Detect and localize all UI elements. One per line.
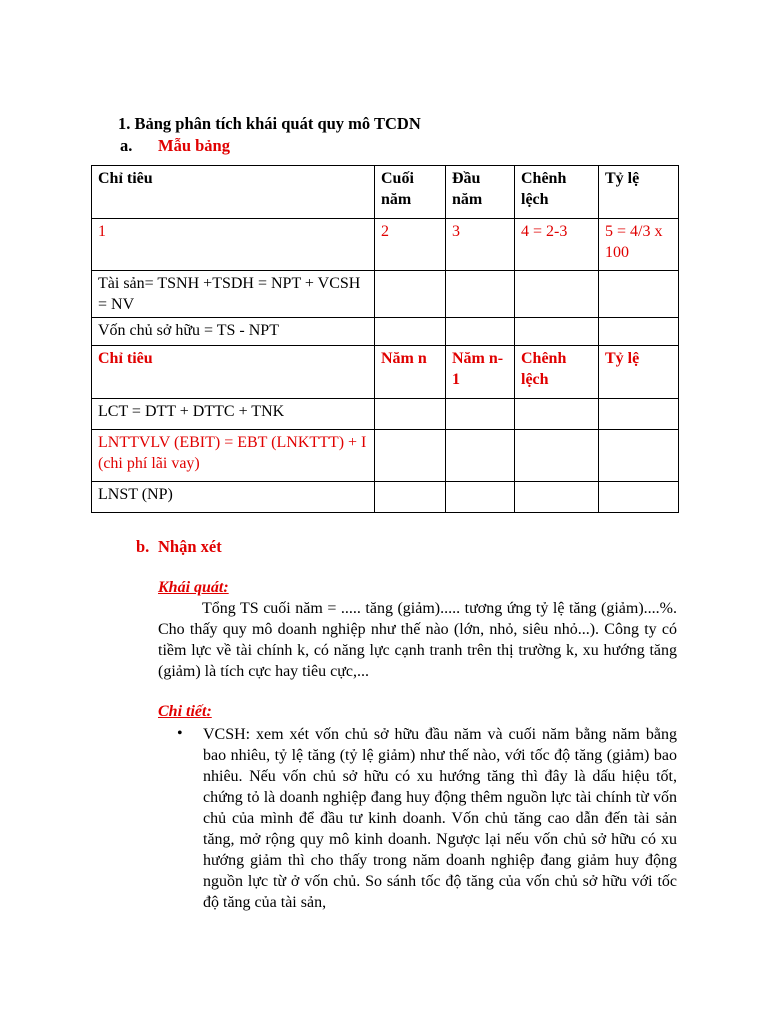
table-row [92, 430, 679, 482]
table-row [92, 318, 679, 346]
table-cell [375, 430, 446, 482]
table-header-cell: Chỉ tiêu [92, 166, 375, 219]
table-cell: 2 [375, 219, 446, 271]
table-cell [446, 271, 515, 318]
subheading-b-text: Nhận xét [158, 537, 222, 556]
overview-title: Khái quát: [158, 579, 229, 596]
table-cell: 1 [92, 219, 375, 271]
table-cell [599, 318, 679, 346]
section-heading-1: 1. Bảng phân tích khái quát quy mô TCDN [118, 114, 421, 133]
table-cell [446, 318, 515, 346]
subheading-a [120, 136, 230, 156]
table-header-cell: Tỷ lệ [599, 346, 679, 399]
table-cell [375, 399, 446, 430]
subheading-b-marker: b. [136, 537, 150, 556]
table-header-row [92, 166, 679, 219]
table-row [92, 482, 679, 513]
detail-paragraph: VCSH: xem xét vốn chủ sở hữu đầu năm và cuối năm bằng năm bằng bao nhiêu, tỷ lệ tăng (tỷ lệ giảm) như thế nào, với tốc độ tăng (giảm) bao nhiêu. Nếu vốn chủ sở hữu có xu hướng tăng thì đây là dấu hiệu tốt, chứng tỏ là doanh nghiệp đang huy động thêm nguồn lực tài chính từ vốn chủ của mình để đầu tư kinh doanh. Vốn chủ tăng cao dẫn đến tài sản tăng, mở rộng quy mô kinh doanh. Ngược lại nếu vốn chủ sở hữu có xu hướng giảm thì cho thấy trong năm doanh nghiệp đang giảm huy động nguồn lực từ ở vốn chủ. So sánh tốc độ tăng của vốn chủ sở hữu với tốc độ tăng của tài sản, [203, 726, 677, 911]
table-cell: 3 [446, 219, 515, 271]
subheading-a-text: Mẫu bảng [158, 136, 230, 155]
table-header-cell: Năm n [375, 346, 446, 399]
table-header-cell: Chênh lệch [515, 346, 599, 399]
table-cell: LNST (NP) [92, 482, 375, 513]
table-cell [375, 271, 446, 318]
table-cell: Vốn chủ sở hữu = TS - NPT [92, 318, 375, 346]
table-cell [599, 271, 679, 318]
table-header-cell: Chỉ tiêu [92, 346, 375, 399]
table-header-cell: Tỷ lệ [599, 166, 679, 219]
subheading-a-marker: a. [120, 136, 133, 155]
subheading-b [136, 537, 222, 557]
detail-title: Chi tiết: [158, 703, 212, 720]
table-header-cell: Chênh lệch [515, 166, 599, 219]
table-row [92, 271, 679, 318]
table-row [92, 219, 679, 271]
table-cell [515, 482, 599, 513]
overview-text: Tổng TS cuối năm = ..... tăng (giảm)..... tương ứng tỷ lệ tăng (giảm)....%. Cho thấy quy mô doanh nghiệp như thế nào (lớn, nhỏ, siêu nhỏ...). Công ty có tiềm lực về tài chính k, có năng lực cạnh tranh trên thị trường k, xu hướng tăng (giảm) là tích cực hay tiêu cực,... [158, 600, 677, 680]
table-cell [515, 318, 599, 346]
table-cell: LNTTVLV (EBIT) = EBT (LNKTTT) + I (chi phí lãi vay) [92, 430, 375, 482]
table-header-row [92, 346, 679, 399]
overview-paragraph [158, 598, 677, 682]
table-cell [446, 482, 515, 513]
table-cell: LCT = DTT + DTTC + TNK [92, 399, 375, 430]
table-header-cell: Cuối năm [375, 166, 446, 219]
table-cell: 5 = 4/3 x 100 [599, 219, 679, 271]
table-cell [599, 430, 679, 482]
table-header-cell: Đầu năm [446, 166, 515, 219]
table-cell [446, 399, 515, 430]
table-cell [375, 318, 446, 346]
table-cell: Tài sản= TSNH +TSDH = NPT + VCSH = NV [92, 271, 375, 318]
table-cell [375, 482, 446, 513]
table-header-cell: Năm n-1 [446, 346, 515, 399]
table-cell [515, 271, 599, 318]
table-cell: 4 = 2-3 [515, 219, 599, 271]
table-cell [599, 482, 679, 513]
analysis-table [91, 165, 679, 513]
table-cell [515, 430, 599, 482]
table-row [92, 399, 679, 430]
bullet-icon: • [177, 725, 183, 742]
table-cell [446, 430, 515, 482]
table-cell [599, 399, 679, 430]
table-cell [515, 399, 599, 430]
